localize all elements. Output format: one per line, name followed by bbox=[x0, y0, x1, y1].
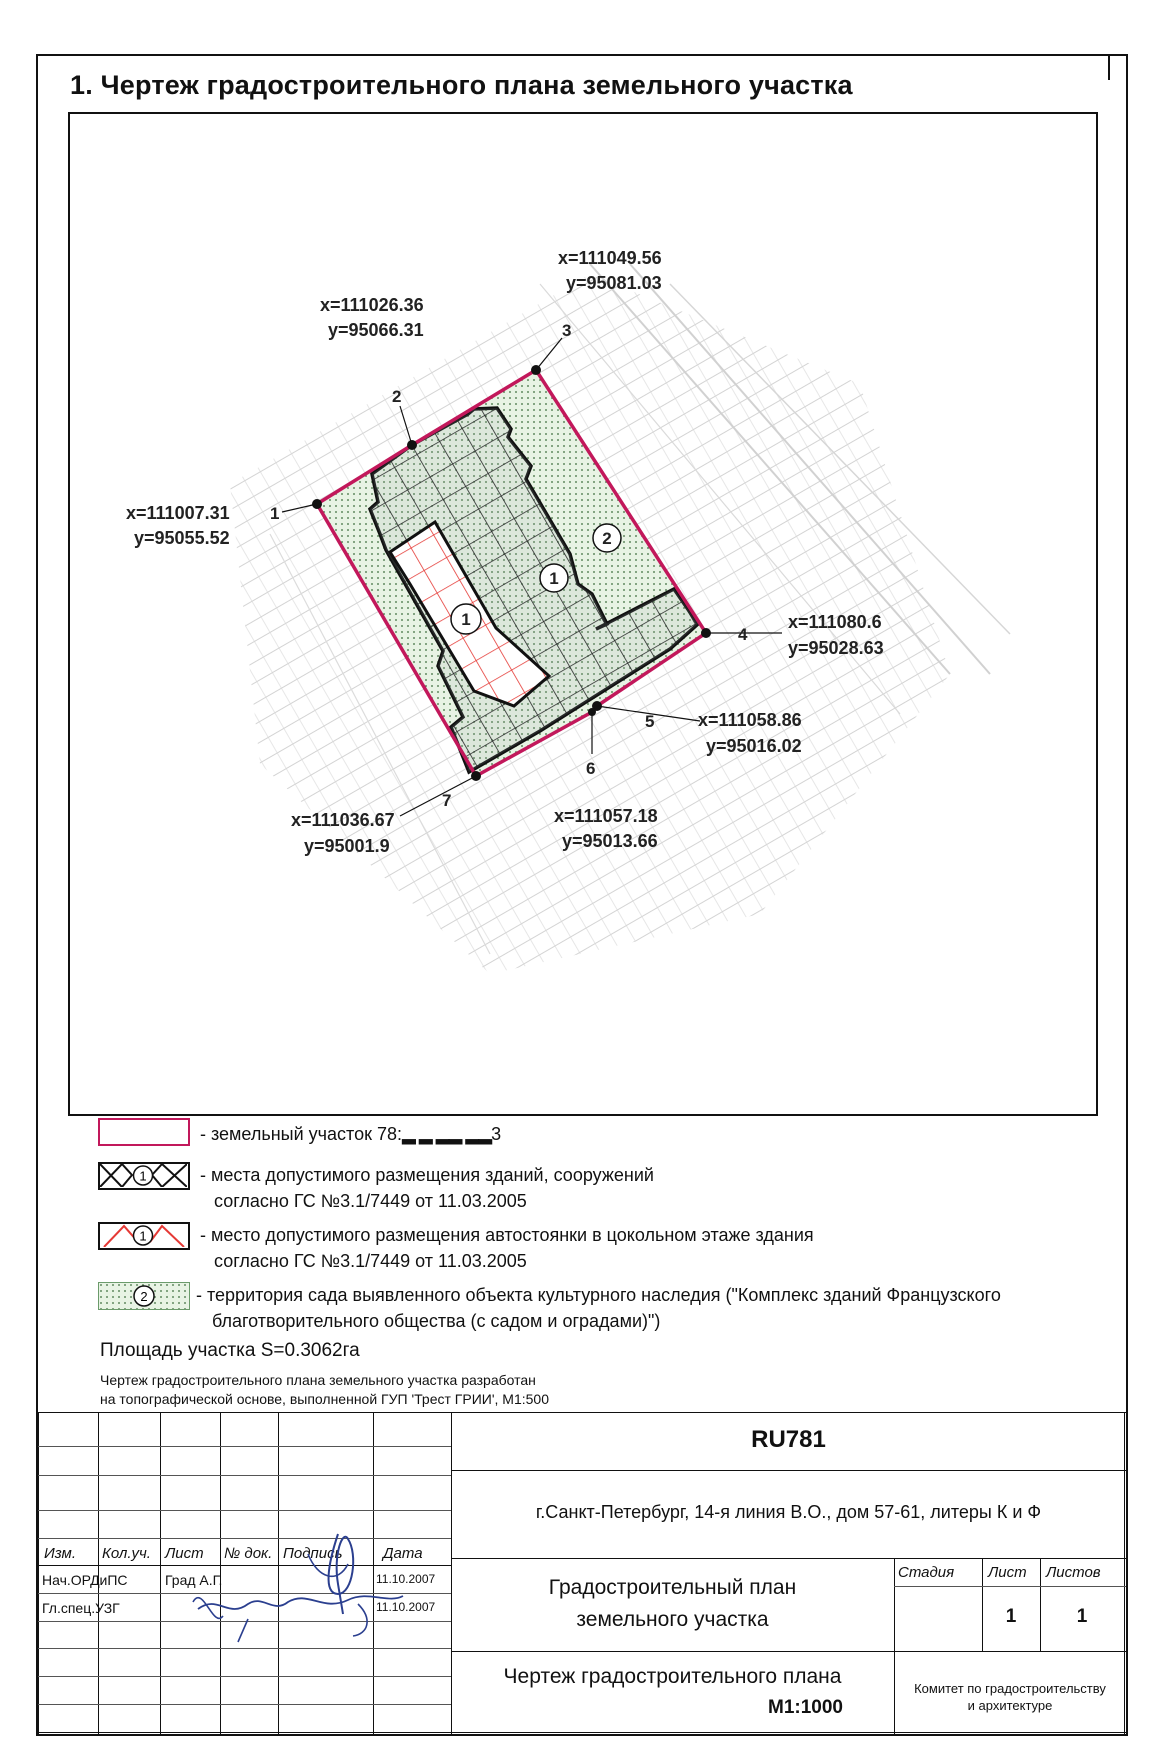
plan-code: RU781 bbox=[751, 1426, 826, 1453]
drawing-name: Чертеж градостроительного плана bbox=[503, 1665, 842, 1688]
svg-text:y=95066.31: y=95066.31 bbox=[328, 320, 424, 340]
svg-text:2: 2 bbox=[392, 387, 402, 406]
sheets-label: Листов bbox=[1046, 1564, 1101, 1581]
buildings-swatch-icon bbox=[100, 1164, 187, 1187]
svg-text:x=111007.31: x=111007.31 bbox=[126, 503, 230, 523]
row2-role: Гл.спец.УЗГ bbox=[42, 1600, 120, 1616]
hdr-ndoc: № док. bbox=[224, 1545, 273, 1562]
svg-text:x=111036.67: x=111036.67 bbox=[291, 810, 395, 830]
legend-garden-text: - территория сада выявленного объекта культурного наследия ("Комплекс зданий Французского благотворительного общества (с садом и оградами)") bbox=[196, 1285, 1001, 1331]
sheet-value: 1 bbox=[1005, 1606, 1017, 1627]
plot-area: Площадь участка S=0.3062га bbox=[100, 1340, 360, 1361]
svg-text:1: 1 bbox=[139, 1168, 147, 1184]
row1-name: Град А.Г. bbox=[165, 1572, 223, 1588]
svg-text:y=95081.03: y=95081.03 bbox=[566, 273, 662, 293]
zone-label-buildings bbox=[540, 564, 568, 592]
legend-buildings-swatch bbox=[98, 1162, 190, 1190]
page-title: 1. Чертеж градостроительного плана земельного участка bbox=[70, 70, 853, 100]
svg-text:1: 1 bbox=[270, 504, 280, 523]
svg-text:5: 5 bbox=[645, 712, 655, 731]
document-title: Градостроительный план земельного участка bbox=[548, 1576, 797, 1631]
hdr-kol: Кол.уч. bbox=[102, 1545, 151, 1562]
svg-text:1: 1 bbox=[139, 1228, 147, 1244]
sheet-label: Лист bbox=[988, 1564, 1027, 1581]
signature-scribbles bbox=[188, 1524, 418, 1644]
svg-text:4: 4 bbox=[738, 625, 748, 644]
svg-text:y=95013.66: y=95013.66 bbox=[562, 831, 658, 851]
parking-swatch-icon bbox=[100, 1224, 187, 1247]
note-line-1: Чертеж градостроительного плана земельного участка разработан bbox=[100, 1372, 536, 1388]
hdr-izm: Изм. bbox=[44, 1545, 76, 1562]
svg-text:x=111026.36: x=111026.36 bbox=[320, 295, 424, 315]
svg-text:y=95001.9: y=95001.9 bbox=[304, 836, 390, 856]
svg-text:3: 3 bbox=[562, 321, 572, 340]
legend-plot-swatch bbox=[98, 1118, 190, 1146]
hdr-date: Дата bbox=[383, 1545, 423, 1562]
svg-text:2: 2 bbox=[140, 1289, 148, 1304]
organization: Комитет по градостроительству и архитектуре bbox=[914, 1681, 1106, 1713]
redacted-number: ▂ ▂ ▂▂ ▂▂ bbox=[402, 1124, 492, 1144]
zone-label-garden bbox=[593, 524, 621, 552]
zone-label-parking bbox=[451, 604, 481, 634]
svg-text:1: 1 bbox=[549, 569, 559, 588]
row2-date: 11.10.2007 bbox=[376, 1600, 436, 1614]
sheets-value: 1 bbox=[1076, 1606, 1088, 1627]
row1-role: Нач.ОРДиПС bbox=[42, 1572, 128, 1588]
svg-text:y=95028.63: y=95028.63 bbox=[788, 638, 884, 658]
garden-swatch-icon bbox=[99, 1283, 189, 1309]
corner-mark bbox=[1108, 56, 1126, 80]
legend-plot-text: - земельный участок 78:▂ ▂ ▂▂ ▂▂3 bbox=[200, 1124, 502, 1144]
svg-text:x=111049.56: x=111049.56 bbox=[558, 248, 662, 268]
legend-garden-swatch bbox=[98, 1282, 190, 1310]
svg-text:x=111080.6: x=111080.6 bbox=[788, 612, 882, 632]
svg-text:y=95016.02: y=95016.02 bbox=[706, 736, 802, 756]
svg-text:x=111057.18: x=111057.18 bbox=[554, 806, 658, 826]
svg-text:y=95055.52: y=95055.52 bbox=[134, 528, 230, 548]
legend-parking-swatch bbox=[98, 1222, 190, 1250]
svg-text:1: 1 bbox=[461, 610, 471, 629]
svg-text:7: 7 bbox=[442, 791, 452, 810]
address: г.Санкт-Петербург, 14-я линия В.О., дом 57-61, литеры К и Ф bbox=[535, 1502, 1042, 1522]
scale: М1:1000 bbox=[768, 1697, 843, 1718]
stage-label: Стадия bbox=[898, 1564, 955, 1581]
note-line-2: на топографической основе, выполненной ГУП 'Трест ГРИИ', М1:500 bbox=[100, 1391, 549, 1407]
row1-date: 11.10.2007 bbox=[376, 1572, 436, 1586]
svg-text:x=111058.86: x=111058.86 bbox=[698, 710, 802, 730]
title-block bbox=[38, 1412, 1126, 1734]
svg-text:2: 2 bbox=[602, 529, 612, 548]
site-plan-svg bbox=[70, 114, 1098, 1116]
svg-text:6: 6 bbox=[586, 759, 596, 778]
legend-buildings-text: - места допустимого размещения зданий, сооружений согласно ГС №3.1/7449 от 11.03.2005 bbox=[200, 1165, 654, 1211]
legend-parking-text: - место допустимого размещения автостоянки в цокольном этаже здания согласно ГС №3.1/7449 от 11.03.2005 bbox=[200, 1225, 814, 1271]
hdr-podp: Подпись bbox=[283, 1545, 343, 1562]
hdr-list: Лист bbox=[165, 1545, 204, 1562]
site-plan-map bbox=[68, 112, 1098, 1116]
